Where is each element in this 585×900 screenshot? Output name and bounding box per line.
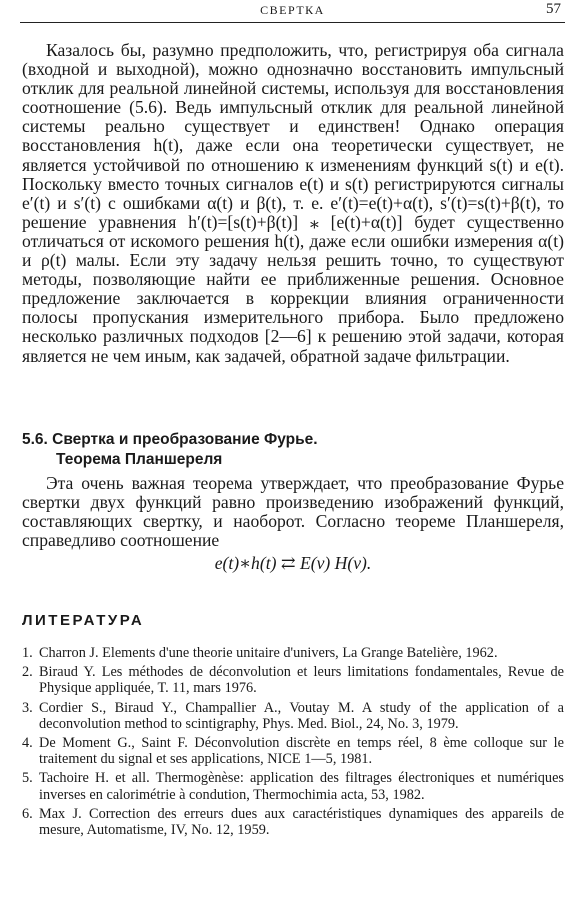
reference-number: 3. — [22, 699, 33, 716]
reference-item — [22, 645, 564, 661]
reference-text: De Moment G., Saint F. Déconvolution discrète en temps réel, 8 ème colloque sur le traitement du signal et ses applications, NICE 1—5, 1981. — [39, 735, 564, 768]
section-heading — [22, 430, 562, 470]
reference-number: 2. — [22, 664, 33, 681]
reference-text: Max J. Correction des erreurs dues aux caractéristiques dynamiques des appareils de mesure, Automatisme, IV, No. 12, 1959. — [39, 805, 564, 839]
reference-text: Cordier S., Biraud Y., Champallier A., Voutay M. A study of the application of a deconvolution method to scintigraphy, Phys. Med. Biol., 24, No. 3, 1979. — [39, 699, 564, 732]
running-title: СВЕРТКА — [260, 3, 325, 17]
reference-item — [22, 735, 564, 767]
reference-number: 6. — [22, 805, 33, 822]
body-paragraph-deconvolution: Казалось бы, разумно предположить, что, регистрируя оба сигнала (входной и выходной), можно однозначно восстановить импульсный отклик для реальной линейной системы, используя для восстановления соотношение (5.6). Ведь импульсный отклик для реальной линейной системы реально существует и единствен! Однако операция восстановления h(t), даже если она теоретически существует, не является устойчивой по отношению к изменениям функций s(t) и e(t). Поскольку вместо точных сигналов e(t) и s(t) регистрируются сигналы e′(t) и s′(t) с ошибками α(t) и β(t), т. е. e′(t)=e(t)+α(t), s′(t)=s(t)+β(t), то решение уравнения h′(t)=[s(t)+β(t)] ⁎ [e(t)+α(t)] будет существенно отличаться от искомого решения h(t), даже если ошибки измерения α(t) и ρ(t) малы. Если эту задачу нельзя решить точно, то существуют методы, позволяющие найти ее приближенные решения. Основное предложение заключается в коррекции влияния ограниченности полосы пропускания измерительного прибора. Было предложено несколько различных подходов [2—6] к решению этой задачи, которая является не чем иным, как задачей, обратной задаче фильтрации. — [22, 40, 564, 366]
reference-item — [22, 806, 564, 838]
section-title: 5.6. Свертка и преобразование Фурье. — [22, 431, 318, 448]
reference-text: Charron J. Elements d'une theorie unitaire d'univers, La Grange Batelière, 1962. — [39, 645, 498, 661]
reference-item — [22, 664, 564, 696]
page-header — [20, 2, 565, 23]
reference-item — [22, 700, 564, 732]
reference-number: 4. — [22, 735, 33, 752]
reference-text: Biraud Y. Les méthodes de déconvolution et leurs limitations fondamentales, Revue de Physique appliquée, T. 11, mars 1976. — [39, 664, 564, 697]
reference-number: 1. — [22, 645, 33, 661]
page-number: 57 — [546, 1, 561, 17]
reference-item — [22, 770, 564, 802]
reference-number: 5. — [22, 770, 33, 787]
section-subtitle: Теорема Планшереля — [56, 451, 223, 468]
reference-text: Tachoire H. et all. Thermogènèse: application des filtrages électroniques et numériques inverses en calorimétrie à condution, Thermochimia acta, 53, 1982. — [39, 770, 564, 803]
references-list — [22, 645, 564, 841]
body-paragraph-plancherel: Эта очень важная теорема утверждает, что преобразование Фурье свертки двух функций равно произведению изображений функций, составляющих свертку, и наоборот. Согласно теореме Планшереля, справедливо соотношение — [22, 473, 564, 551]
convolution-formula: e(t)∗h(t) ⇄ E(ν) H(ν). — [214, 553, 372, 573]
references-heading: ЛИТЕРАТУРА — [22, 612, 145, 629]
